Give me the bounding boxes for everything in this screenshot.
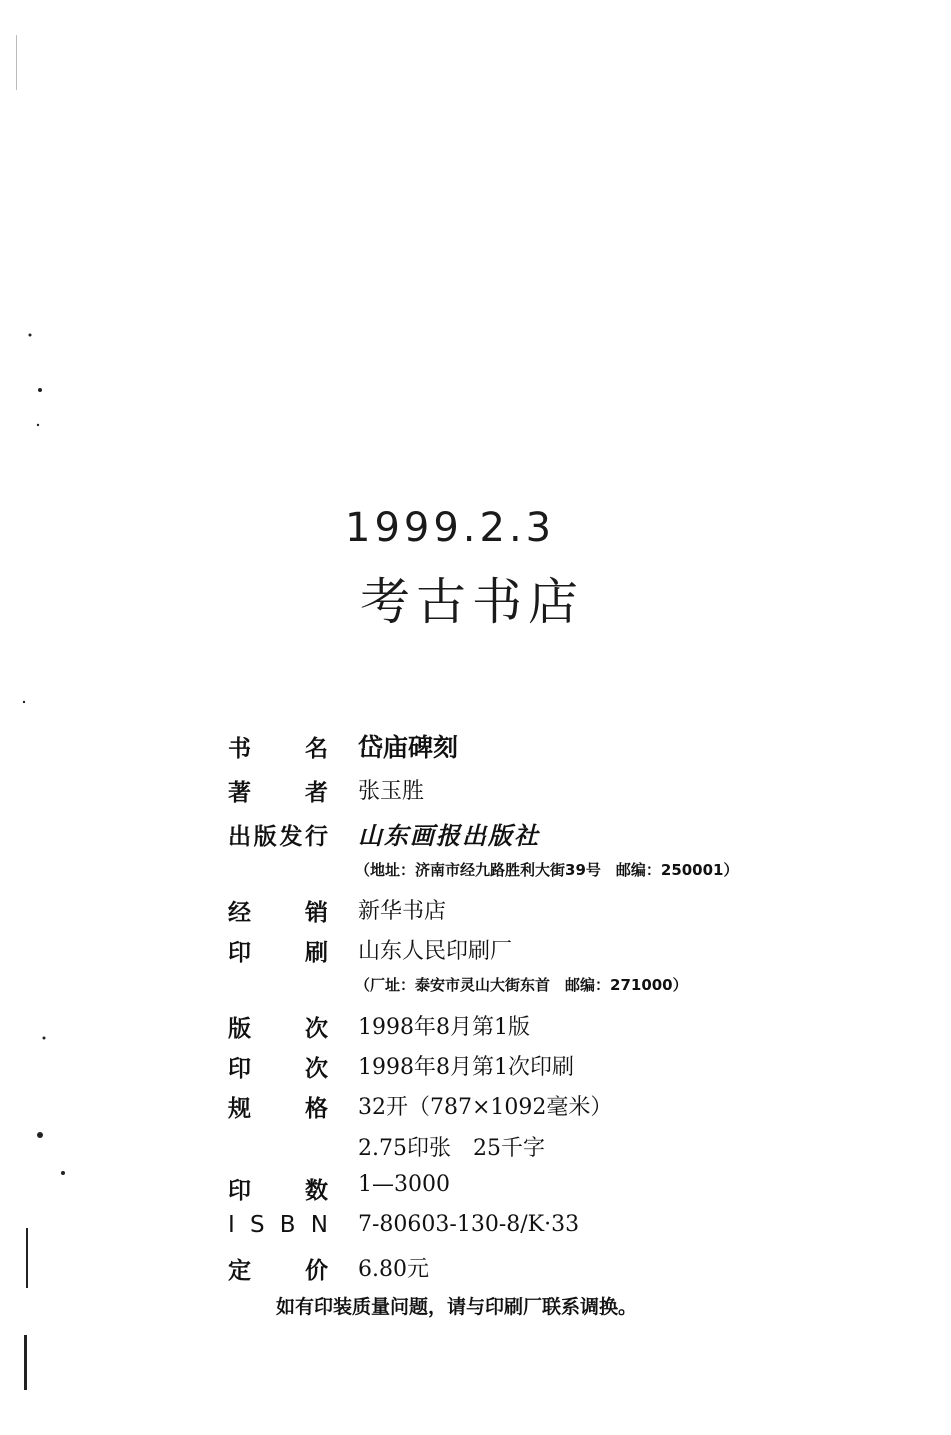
imprint-row-publisher <box>0 818 951 858</box>
imprint-row-format <box>0 1090 951 1130</box>
distributor-label: 经销 <box>228 900 328 926</box>
price-value: 6.80元 <box>358 1257 429 1282</box>
author-label: 著者 <box>228 780 328 806</box>
edition-label: 版次 <box>228 1016 328 1042</box>
printing-value: 1998年8月第1次印刷 <box>358 1055 574 1080</box>
book-title: 岱庙碑刻 <box>358 733 459 762</box>
format-label: 规格 <box>228 1096 328 1122</box>
imprint-row-author <box>0 774 951 814</box>
printer-label: 印刷 <box>228 940 328 966</box>
format-sheets-words: 2.75印张 25千字 <box>358 1136 545 1161</box>
publisher-address: （地址：济南市经九路胜利大街39号 邮编：250001） <box>355 861 739 879</box>
isbn-label: I S B N <box>228 1212 328 1238</box>
imprint-row-title <box>0 730 951 770</box>
imprint-row-price <box>0 1252 951 1292</box>
distributor-name: 新华书店 <box>358 899 447 924</box>
print-run-value: 1—3000 <box>358 1172 450 1197</box>
printing-label: 印次 <box>228 1056 328 1082</box>
isbn-value: 7-80603-130-8/K·33 <box>358 1212 580 1237</box>
printer-name: 山东人民印刷厂 <box>358 939 513 964</box>
quality-notice: 如有印装质量问题，请与印刷厂联系调换。 <box>276 1296 638 1318</box>
handwritten-date: 1999.2.3 <box>345 505 556 551</box>
price-label: 定价 <box>228 1258 328 1284</box>
publisher-name: 山东画报出版社 <box>358 821 540 850</box>
publisher-label: 出版发行 <box>228 824 328 850</box>
format-value: 32开（787×1092毫米） <box>358 1095 613 1120</box>
imprint-row-distributor <box>0 894 951 934</box>
imprint-row-print-run <box>0 1172 951 1212</box>
printer-address-row <box>0 974 951 1014</box>
format-extra-row <box>0 1131 951 1171</box>
imprint-row-printer <box>0 934 951 974</box>
printer-address: （厂址：泰安市灵山大街东首 邮编：271000） <box>355 976 688 994</box>
print-run-label: 印数 <box>228 1178 328 1204</box>
imprint-row-edition <box>0 1010 951 1050</box>
imprint-row-isbn <box>0 1212 951 1252</box>
publisher-address-row <box>0 859 951 899</box>
edition-value: 1998年8月第1版 <box>358 1015 530 1040</box>
author-name: 张玉胜 <box>358 779 425 804</box>
handwritten-bookshop: 考古书店 <box>360 573 584 631</box>
title-label: 书名 <box>228 736 328 762</box>
imprint-row-printing <box>0 1050 951 1090</box>
